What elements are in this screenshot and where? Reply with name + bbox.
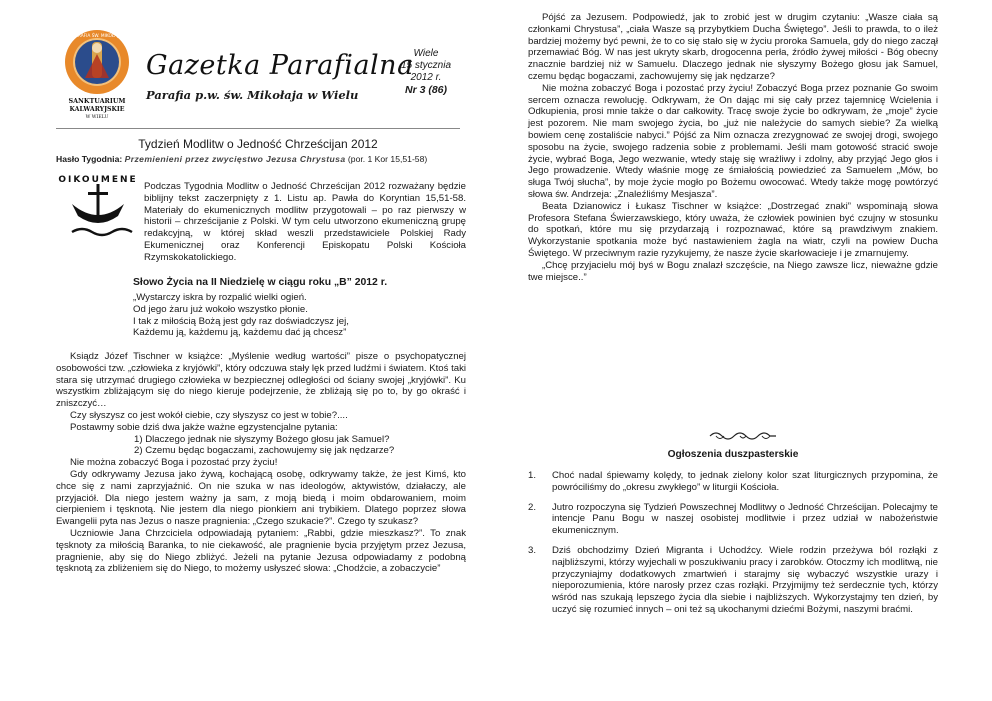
item-text: Choć nadal śpiewamy kolędy, to jednak zielony kolor szat liturgicznych przypomina, że powróciliśmy do „okresu zwykłego” w liturgii Kościoła.: [552, 470, 938, 493]
paragraph: Nie można zobaczyć Boga i pozostać przy życiu! Zobaczyć Boga przez poznanie Go swoim sercem oznacza rewolucję. Odkrywam, że On dając mi się cały przez tajemnicę Wcielenia i Odkupienia, prosi mnie także o dar całkowity. Tracę swoje życie bo odkrywam, że „moje” życie jest pozorem. Nie mam swojego życia, bo „już nie należycie do samych siebie? Za wielką bowiem cenę zostaliście nabyci.” Pójść za Nim oznacza zrezygnować ze swojej drogi, swojego sposobu na życie, swojego radzenia sobie z problemami. Jeśli mam gotowość stracić swoje życie, wybrać Boga, Jego wezwanie, wtedy staję się wrażliwy i zdolny, aby przyjąć Jego głos i Jego prowadzenie. Wtedy właśnie mogę ze śmiałością powiedzieć za Samuelem „Mów, bo sługa Twój słucha”, by moje życie mogło po Bożemu owocować. Wtedy także mogę powtórzyć słowa św. Andrzeja: „Znaleźliśmy Mesjasza”.: [528, 82, 938, 200]
question-2: 2) Czemu będąc bogaczami, zachowujemy się jak nędzarze?: [134, 445, 395, 457]
paragraph: Pójść za Jezusem. Podpowiedź, jak to zrobić jest w drugim czytaniu: „Wasze ciała są członkami Chrystusa”, „ciała Wasze są przybytkiem Ducha Świętego”. Jeśli to prawda, to o ileż bardziej możemy być pewni, że to co się stało się w życiu proroka Samuela, gdy do niego zaczął przemawiać Bóg. W nas jest ukryty skarb, drogocenna perła, źródło żywej miłości - Bóg obecny znacznie bardziej niż w Samuelu. Dlaczego jednak nie słyszymy Bożego głosu jak Samuel, czemu będąc bogaczami, zachowujemy się jak nędzarze?: [528, 12, 938, 82]
paragraph: Gdy odkrywamy Jezusa jako żywą, kochającą osobę, odkrywamy także, że jest Kimś, kto chce się z nami zaprzyjaźnić. On nie szuka w nas ideologów, aktywistów, działaczy, ale przyjaciół. Dla niego jestem ważny ja sam, z moją biedą i moim obdarowaniem, moim cierpieniem i tęsknotą. Nie jestem dla niego pionkiem ani trybikiem. Dlatego poprzez słowa Ewangelii pyta nas Jezus o nasze pragnienia: „Czego szukacie?”. Czego ty szukasz?: [56, 468, 466, 528]
paragraph: Uczniowie Jana Chrzciciela odpowiadają pytaniem: „Rabbi, gdzie mieszkasz?”. To znak tęsknoty za miłością Baranka, to nie ciekawość, ale pragnienie bycia przyjętym przez Jezusa, pragnienie, aby się do Niego zbliżyć. Jeżeli na pytanie Jezusa odpowiadamy z podobną tęsknotą za zbliżeniem się do Niego, to możemy usłyszeć słowa: „Chodźcie, a zobaczycie”: [56, 527, 466, 575]
oikumene-boat-icon: [58, 170, 138, 250]
motto-label: Hasło Tygodnia:: [56, 154, 123, 164]
paragraph: Czy słyszysz co jest wokół ciebie, czy słyszysz co jest w tobie?....: [70, 409, 348, 421]
paragraph: Beata Dzianowicz i Łukasz Tischner w książce: „Dostrzegać znaki” wspominają słowa Profesora Stefana Świerzawskiego, który uważa, że człowiek powinien być czujny w stosunku do spotkań, które mu się przydarzają i rozpoznawać, które są prawdziwym znakiem. Wykorzystanie spotkania może być nastawieniem żagla na wiatr, czyli na powiew Ducha Świętego. W przeciwnym razie ryzykujemy, że nasze życie skarłowacieje i je zmarnujemy.: [528, 200, 938, 259]
paragraph: „Chcę przyjacielu mój byś w Bogu znalazł szczęście, na Niego zawsze licz, nieważne gdzie twe miejsce..”: [528, 259, 938, 283]
item-text: Dziś obchodzimy Dzień Migranta i Uchodźcy. Wiele rodzin przeżywa ból rozłąki z najbliższymi, którzy wyjechali w poszukiwaniu pracy i zarobków. Otoczmy ich modlitwą, nie przyczyniajmy dodatkowych zmartwień i starajmy się wybaczyć wszystkie urazy i nieporozumienia, które narosły przez czas rozłąki. Przyjmijmy też serdecznie tych, którzy wśród nas szukają lepszego życia dla siebie i najbliższych. Wykorzystajmy ten dzień, by uczyć się rozumieć innych – oni też są ukochanymi dziećmi Bożymi, naszymi braćmi.: [552, 544, 938, 615]
sanctuary-logo-icon: [58, 28, 136, 120]
motto-ref: (por. 1 Kor 15,51-58): [347, 154, 428, 164]
issue-year: 2012 r.: [410, 72, 442, 83]
announcements-list: [528, 470, 938, 624]
newsletter-subtitle: Parafia p.w. św. Mikołaja w Wielu: [146, 88, 359, 102]
right-page: [496, 0, 992, 701]
issue-number: Nr 3 (86): [404, 84, 447, 96]
motto-text: Przemienieni przez zwycięstwo Jezusa Chrystusa: [124, 154, 346, 164]
paragraph: Ksiądz Józef Tischner w książce: „Myślenie według wartości” pisze o psychopatycznej osobowości tzw. „człowieka z kryjówki”, który odczuwa stały lęk przed ludźmi i światem. Ktoś taki stara się utrzymać drugiego człowieka w bezpiecznej odległości od ściany swojej „kryjówki”. Ku wszystkim zbliżającym się do niego kieruje podejrzenie, że zbliżają się po to, by go okraść i zniszczyć…: [56, 351, 466, 410]
oikumene-text: OIKOUMENE: [58, 175, 138, 185]
issue-date: 15 stycznia: [400, 60, 452, 71]
word-of-life-title: Słowo Życia na II Niedzielę w ciągu roku „B” 2012 r.: [133, 277, 388, 288]
logo-text-1: SANKTUARIUM: [68, 97, 126, 105]
paragraph: Postawmy sobie dziś dwa jakże ważne egzystencjalne pytania:: [70, 421, 338, 433]
section-title: Tydzień Modlitw o Jedność Chrześcijan 2012: [138, 137, 378, 151]
motto: [56, 154, 476, 164]
paragraph: Nie można zobaczyć Boga i pozostać przy życiu!: [70, 457, 278, 469]
list-item: [528, 470, 938, 494]
logo-ring-text: PARAFIA ŚW. MIKOŁAJA: [72, 34, 122, 39]
list-item: [528, 502, 938, 537]
question-1: 1) Dlaczego jednak nie słyszymy Bożego głosu jak Samuel?: [134, 433, 390, 445]
poem-line: Od jego żaru już wokoło wszystko płonie.: [133, 303, 308, 315]
header-divider: [56, 128, 460, 129]
item-number: 3.: [528, 544, 537, 556]
announcements-title: Ogłoszenia duszpasterskie: [667, 449, 799, 460]
list-item: [528, 545, 938, 616]
item-number: 1.: [528, 470, 537, 481]
item-number: 2.: [528, 501, 537, 513]
left-body: [56, 351, 466, 575]
masthead: [48, 28, 466, 130]
poem-line: Każdemu ją, każdemu ją, każdemu dać ją chcesz”: [133, 327, 347, 339]
issue-place: Wiele: [413, 48, 439, 59]
ornament-divider-icon: [708, 430, 778, 442]
logo-text-2: KALWARYJSKIE: [69, 106, 125, 113]
poem-line: „Wystarczy iskra by rozpalić wielki ogień.: [133, 292, 307, 303]
item-text: Jutro rozpoczyna się Tydzień Powszechnej Modlitwy o Jedność Chrześcijan. Polecajmy te intencje Panu Bogu w naszej osobistej modlitwie i przez udział w nabożeństwie ekumenicznym.: [552, 501, 938, 537]
poem-line: I tak z miłością Bożą jest gdy raz doświadczysz jej,: [133, 315, 349, 327]
right-body: [528, 12, 938, 283]
poem: [133, 292, 463, 339]
intro-paragraph: Podczas Tygodnia Modlitw o Jedność Chrześcijan 2012 rozważany będzie biblijny tekst zaczerpnięty z 1. Listu ap. Pawła do Koryntian 15,51-58. Materiały do ekumenicznych modlitw przygotowali – po raz pierwszy w historii – chrześcijanie z Polski. W tym celu utworzono ekumeniczną grupę redakcyjną, w której skład weszli przedstawiciele Polskiej Rady Ekumenicznej oraz Konferencji Episkopatu Polski Kościoła Rzymskokatolickiego.: [144, 181, 466, 263]
newsletter-title: Gazetka Parafialna: [146, 50, 414, 81]
issue-info: [396, 48, 456, 96]
logo-text-3: W WIELU: [85, 115, 109, 120]
